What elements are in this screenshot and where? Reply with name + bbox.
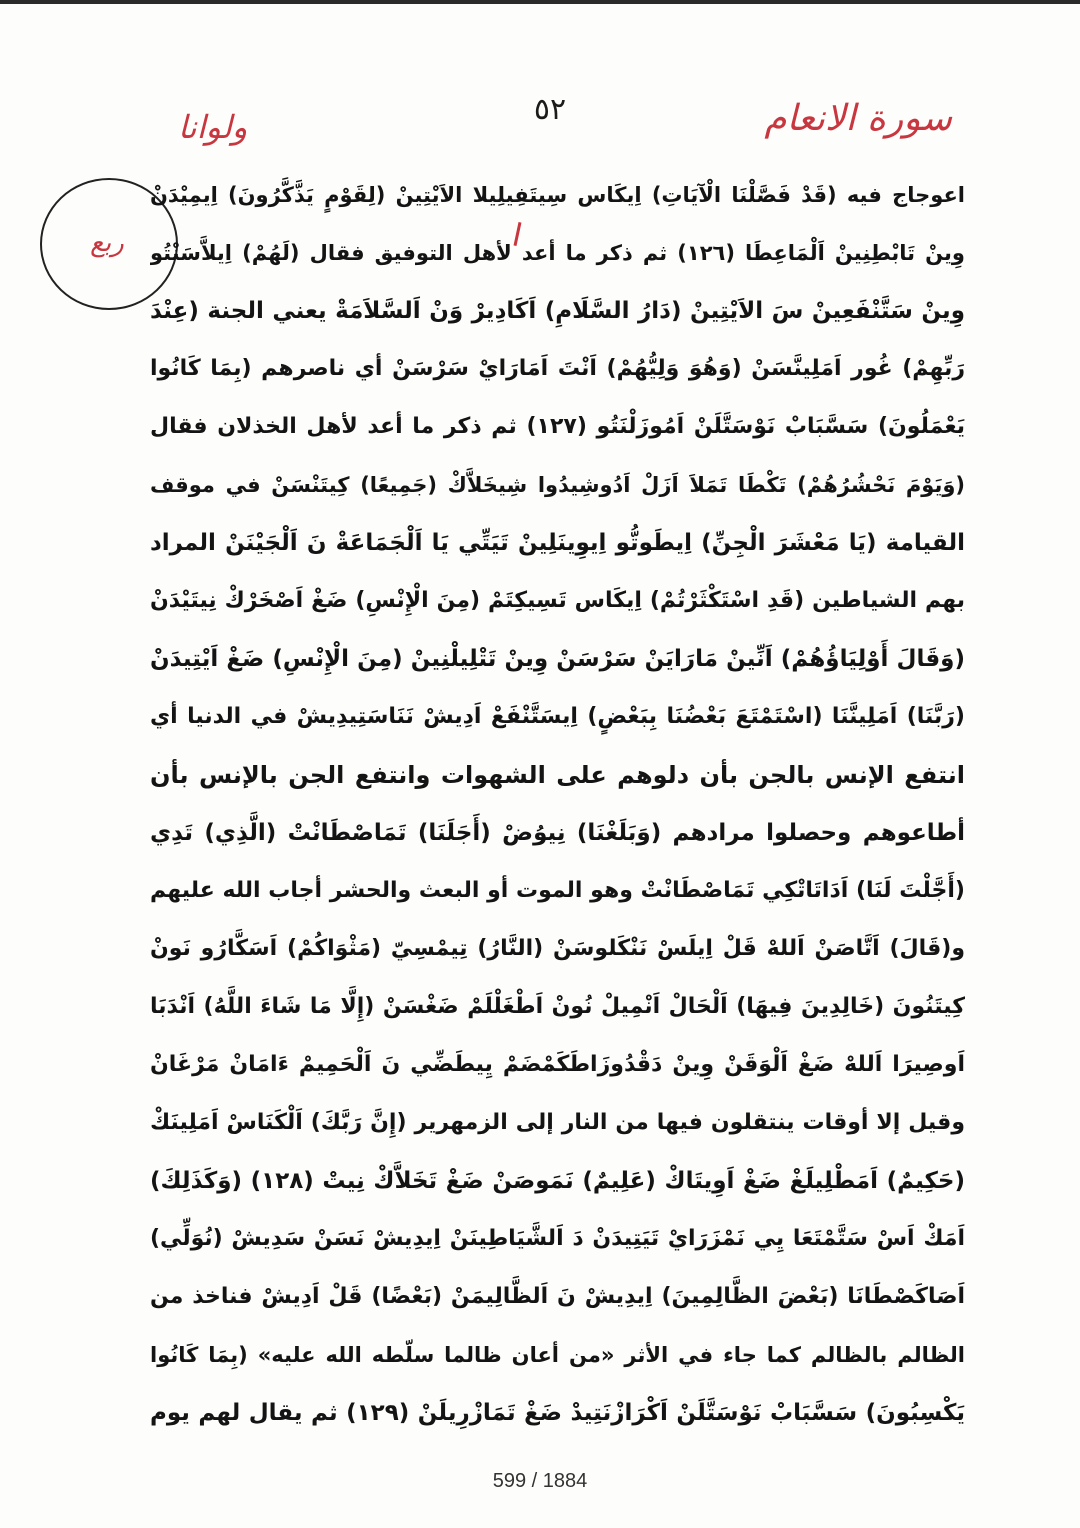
text-line: القيامة (يَا مَعْشَرَ الْجِنِّ) اِيطَوتُّو اِيوِينَلِينْ تَيَتِّي يَا اَلْجَمَاعَةْ نَ اَلْجَيْنَنْ المراد: [150, 530, 965, 556]
text-line: وِينْ تَابْطِنِينْ اَلْمَاعِطَا (١٢٦) ثم ذكر ما أعد لأهل التوفيق فقال (لَهُمْ) اِيلاَّسَنْتُو: [150, 241, 965, 265]
text-line: اَوصِيرَا اَللهْ ضَغْ اَلْوَقَنْ وِينْ دَقْدُوزَاطَكَمْضَمْ يِيطَضِّي نَ اَلْحَمِيمْ ءَامَانْ مَرْغَانْ: [150, 1052, 965, 1077]
text-line: اَمَكْ اَسْ سَتَّمْتَعَا يِي نَمْزَرَايْ تَيَتِيدَنْ دَ اَلشَّيَاطِينَنْ اِيدِيشْ نَسَنْ سَدِيشْ (نُوَلِّي): [150, 1226, 965, 1251]
text-line: وِينْ سَتَّنْفَعِينْ سَ الاَيْتِينْ (دَارُ السَّلَامِ) اَكَادِيرْ وَنْ اَلسَّلاَمَةْ يعني الجنة (عِنْدَ: [150, 298, 965, 324]
text-line: (حَكِيمٌ) اَمَطْلِيلَغْ ضَغْ اَوِيتَاكْ (عَلِيمٌ) نَمَوصَنْ ضَغْ تَخَلاَّكْ نِيتْ (١٢٨) (وَكَذَلِكَ): [150, 1168, 965, 1194]
text-line: يَعْمَلُونَ) سَسَّبَابْ نَوْسَتَّلَنْ اَمُوزَلْنَتُو (١٢٧) ثم ذكر ما أعد لأهل الخذلان فقال: [150, 414, 965, 439]
text-line: (وَيَوْمَ نَحْشُرُهُمْ) تَكْطَا تَمَلاَ اَزَلْ اَدُوشِيدُوا شِيخَلاَّكْ (جَمِيعًا) كِيتَنْسَنْ في موقف: [150, 473, 965, 497]
text-line: بهم الشياطين (قَدِ اسْتَكْثَرْتُمْ) اِيكَاس تَسِيكِتَمْ (مِنَ الْإِنْسِ) ضَغْ اَصْخَرْكْ نِيتَيْدَنْ: [150, 588, 965, 613]
text-line: يَكْسِبُونَ) سَسَّبَابْ نَوْسَتَّلَنْ اَكْرَازْنَتِيدْ ضَغْ تَمَازْرِيلَنْ (١٢٩) ثم يقال لهم يوم: [150, 1400, 965, 1426]
text-line: اَصَاكَصْطَانَا (بَعْضَ الظَّالِمِينَ) اِيدِيشْ نَ اَلظَّالِيمَنْ (بَعْضًا) قَلْ اَدِيشْ فناخذ من: [150, 1284, 965, 1309]
text-line: و(قَالَ) اَتَّاصَنْ اَللهْ قَلْ اِيلَسْ نَنْكَلوسَنْ (النَّارُ) تِيمْسِيّ (مَثْوَاكُمْ) اَسَكَّارُو نَونْ: [150, 936, 965, 961]
text-line: الظالم بالظالم كما جاء في الأثر «من أعان ظالما سلّطه الله عليه» (بِمَا كَانُوا: [150, 1343, 965, 1367]
text-line: وقيل إلا أوقات ينتقلون فيها من النار إلى الزمهرير (إِنَّ رَبَّكَ) اَلْكَنَاسْ اَمَلِينَكْ: [150, 1110, 965, 1135]
text-line: أطاعوهم وحصلوا مرادهم (وَبَلَغْنَا) نِيوُضْ (أَجَلَنَا) تَمَاصْطَانْتْ (الَّذِي) تَدِي: [150, 820, 965, 846]
body-text: [150, 166, 965, 1442]
top-border: [0, 0, 1080, 4]
handwritten-surah-title: سورة الانعام: [764, 98, 952, 139]
text-line: (رَبَّنَا) اَمَلِينَّنَا (اسْتَمْتَعَ بَعْضُنَا بِبَعْضٍ) اِيسَتَّنْفَعْ اَدِيشْ نَنَاسَتِيدِيشْ في الدنيا أي: [150, 704, 965, 729]
text-line: (وَقَالَ أَوْلِيَاؤُهُمْ) اَنِّينْ مَارَايَنْ سَرْسَنْ وِينْ تَتْلِيلْنِينْ (مِنَ الْإِنْسِ) ضَغْ اَيْتِيدَنْ: [150, 646, 965, 672]
page-number: ٥٢: [533, 92, 567, 127]
text-line: اعوجاج فيه (قَدْ فَصَّلْنَا الْآيَاتِ) اِيكَاس سِيتَفِيلِيلا الاَيْتِينْ (لِقَوْمٍ يَذَّكَّرُونَ) اِيمِيْدَنْ: [150, 183, 965, 207]
text-line: (أَجَّلْتَ لَنَا) اَدَاتَاتْكِي تَمَاصْطَانْتْ وهو الموت أو البعث والحشر أجاب الله عليهم: [150, 878, 965, 903]
page-counter: 599 / 1884: [492, 1470, 588, 1492]
text-line: رَبِّهِمْ) غُور اَمَلِينَّسَنْ (وَهُوَ وَلِيُّهُمْ) اَنْتَ اَمَارَايْ سَرْسَنْ أي ناصرهم (بِمَا كَانُوا: [150, 356, 965, 381]
handwritten-left-note: ولوانا: [178, 108, 248, 146]
text-line: كِيتَنُونَ (خَالِدِينَ فِيهَا) اَلْحَالْ اَنْمِيلْ نُونْ اَطْغَلْلَمْ ضَغْسَنْ (إِلَّا مَا شَاءَ اللَّهُ) اَنْدَبَا: [150, 994, 965, 1019]
text-line: انتفع الإنس بالجن بأن دلوهم على الشهوات وانتفع الجن بالإنس بأن: [150, 761, 965, 789]
margin-note: ربع: [90, 228, 124, 258]
